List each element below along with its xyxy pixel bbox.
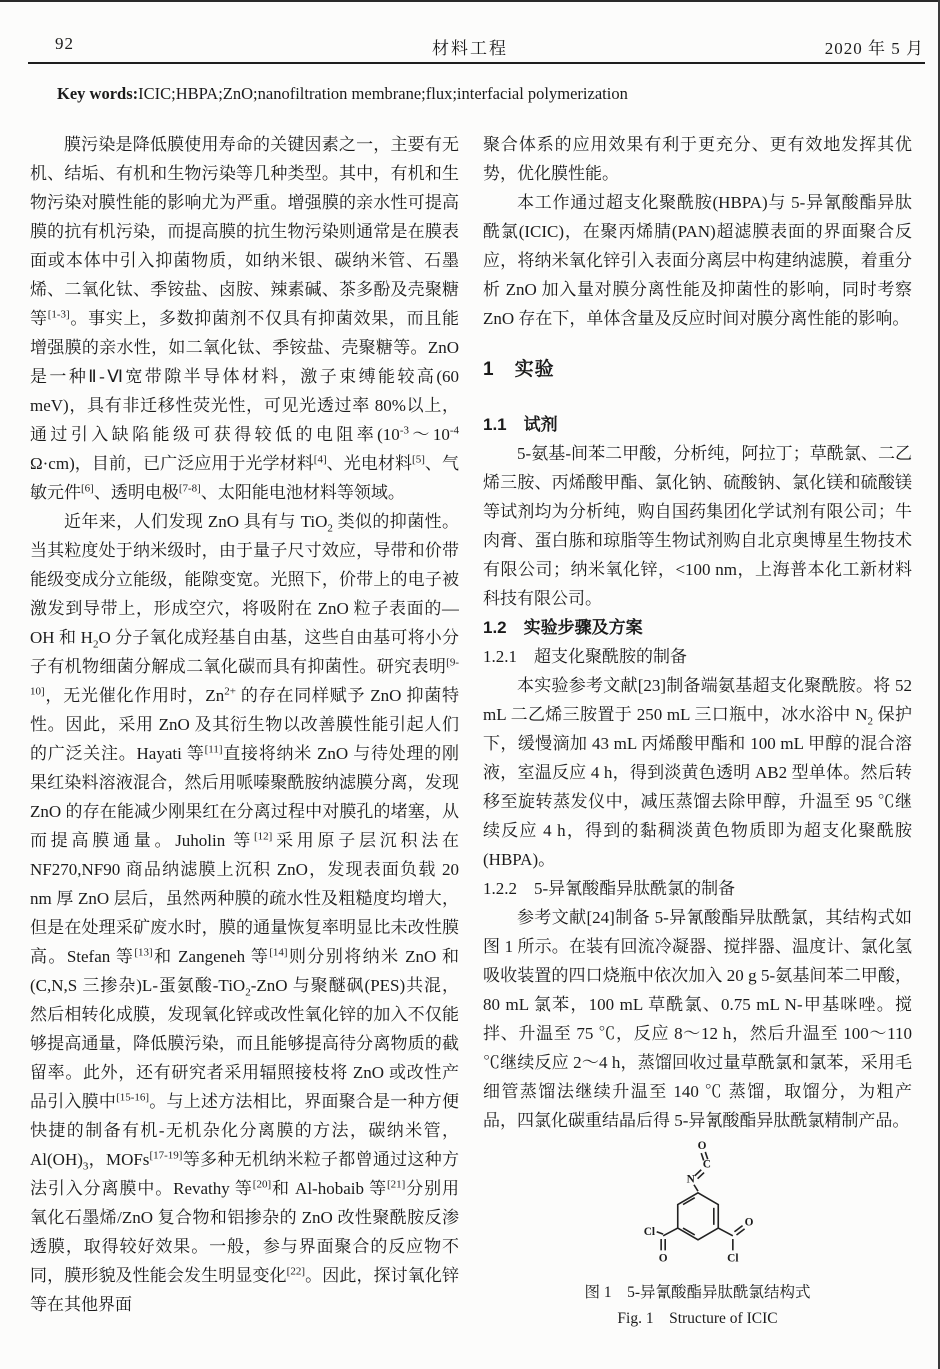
atom-c-label: C: [702, 1158, 711, 1171]
issue-date: 2020 年 5 月: [824, 39, 924, 58]
subsubsection-heading-hbpa: 1.2.1 超支化聚酰胺的制备: [483, 647, 687, 666]
keywords-label: Key words:: [57, 84, 139, 103]
subsection-heading-procedure: 1.2 实验步骤及方案: [483, 618, 643, 637]
atom-o-left-label: O: [658, 1252, 668, 1265]
left-column: [30, 130, 459, 1369]
atom-n-label: N: [686, 1173, 695, 1186]
paragraph-icic-preparation: 参考文献[24]制备 5-异氰酸酯异肽酰氯，其结构式如图 1 所示。在装有回流冷凝器、搅拌器、温度计、氯化氢吸收装置的四口烧瓶中依次加入 20 g 5-氨基间苯二甲酸，80 mL 氯苯，100 mL 草酰氯、0.75 mL N-甲基咪唑。搅拌、升温至 75 ℃，反应 8～12 h，然后升温至 100～110 ℃继续反应 2～4 h，蒸馏回收过量草酰氯和氯苯，采用毛细管蒸馏法继续升温至 140 ℃ 蒸馏，取馏分，为粗产品，四氯化碳重结晶后得 5-异氰酸酯异肽酰氯精制产品。: [483, 908, 912, 1130]
icic-structure-diagram: [623, 1141, 773, 1269]
paragraph-hbpa-preparation: 本实验参考文献[23]制备端氨基超支化聚酰胺。将 52 mL 二乙烯三胺置于 250 mL 三口瓶中，冰水浴中 $N_2$ 保护下，缓慢滴加 43 mL 丙烯酸甲酯和 100 mL 甲醇的混合溶液，室温反应 4 h，得到淡黄色透明 AB2 型单体。然后转移至旋转蒸发仪中，减压蒸馏去除甲醇，升温至 95 ℃继续反应 4 h，得到的黏稠淡黄色物质即为超支化聚酰胺(HBPA)。: [483, 676, 912, 869]
journal-title: 材料工程: [432, 39, 508, 58]
header-rule: [28, 62, 925, 64]
figure-caption-cn: 图 1 5-异氰酸酯异肽酰氯结构式: [584, 1284, 811, 1301]
atom-cl-left-label: Cl: [643, 1225, 655, 1238]
atom-o-right-label: O: [744, 1216, 753, 1229]
atom-cl-right-label: Cl: [726, 1252, 739, 1265]
paragraph-reagents: 5-氨基-间苯二甲酸，分析纯，阿拉丁；草酰氯、二乙烯三胺、丙烯酸甲酯、氯化钠、硫酸钠、氯化镁和硫酸镁等试剂均为分析纯，购自国药集团化学试剂有限公司；牛肉膏、蛋白胨和琼脂等生物试剂购自北京奥博星生物技术有限公司；纳米氧化锌，<100 nm，上海普本化工新材料科技有限公司。: [483, 444, 912, 608]
scan-edge-top: [0, 0, 940, 2]
section-heading-experiment: 1 实验: [483, 359, 555, 380]
right-column: [483, 130, 912, 1369]
keywords-line: [57, 82, 910, 106]
figure-caption-en: Fig. 1 Structure of ICIC: [617, 1310, 778, 1327]
paragraph-this-work: 本工作通过超支化聚酰胺(HBPA)与 5-异氰酸酯异肽酰氯(ICIC)，在聚丙烯腈(PAN)超滤膜表面的界面聚合反应，将纳米氧化锌引入表面分离层中构建纳滤膜，着重分析 ZnO 加入量对膜分离性能及抑菌性的影响，同时考察 ZnO 存在下，单体含量及反应时间对膜分离性能的影响。: [483, 193, 912, 328]
subsection-heading-reagents: 1.1 试剂: [483, 415, 558, 434]
keywords-text: ICIC;HBPA;ZnO;nanofiltration membrane;flux;interfacial polymerization: [138, 84, 628, 103]
benzene-ring: [677, 1193, 718, 1240]
paragraph-intro: 膜污染是降低膜使用寿命的关键因素之一，主要有无机、结垢、有机和生物污染等几种类型。其中，有机和生物污染对膜性能的影响尤为严重。增强膜的亲水性可提高膜的抗有机污染，而提高膜的抗生物污染则通常是在膜表面或本体中引入抑菌物质，如纳米银、碳纳米管、石墨烯、二氧化钛、季铵盐、卤胺、辣素碱、茶多酚及壳聚糖等[1-3]。事实上，多数抑菌剂不仅具有抑菌效果，而且能增强膜的亲水性，如二氧化钛、季铵盐、壳聚糖等。ZnO 是一种Ⅱ-Ⅵ宽带隙半导体材料，激子束缚能较高(60 meV)，具有非迁移性荧光性，可见光透过率 80%以上，通过引入缺陷能级可获得较低的电阻率($10^{-3}\sim 10^{-4}$ Ω·cm)，目前，已广泛应用于光学材料[4]、光电材料[5]、气敏元件[6]、透明电极[7-8]、太阳能电池材料等领域。: [30, 135, 459, 502]
atom-o-top-label: O: [697, 1141, 706, 1153]
page-number: 92: [55, 34, 74, 53]
page-header: [0, 34, 940, 58]
subsubsection-heading-icic: 1.2.2 5-异氰酸酯异肽酰氯的制备: [483, 879, 736, 898]
two-column-body: [30, 130, 912, 1369]
paragraph-zno-review: 近年来，人们发现 ZnO 具有与 TiO$_2$ 类似的抑菌性。当其粒度处于纳米级时，由于量子尺寸效应，导带和价带能级变成分立能级，能隙变宽。光照下，价带上的电子被激发到导带上，形成空穴，将吸附在 ZnO 粒子表面的—OH 和 $H_2O$ 分子氧化成羟基自由基，这些自由基可将小分子有机物细菌分解成二氧化碳而具有抑菌性。研究表明[9-10]，无光催化作用时，$Zn^{2+}$ 的存在同样赋予 ZnO 抑菌特性。因此，采用 ZnO 及其衍生物以改善膜性能引起人们的广泛关注。Hayati 等[11]直接将纳米 ZnO 与待处理的刚果红染料溶液混合，然后用哌嗪聚酰胺纳滤膜分离，发现 ZnO 的存在能减少刚果红在分离过程中对膜孔的堵塞，从而提高膜通量。Juholin 等[12]采用原子层沉积法在 NF270,NF90 商品纳滤膜上沉积 ZnO，发现表面负载 20 nm 厚 ZnO 层后，虽然两种膜的疏水性及粗糙度均增大，但是在处理采矿废水时，膜的通量恢复率明显比未改性膜高。Stefan 等[13]和 Zangeneh 等[14]则分别将纳米 ZnO 和(C,N,S 三掺杂)L-蛋氨酸-TiO$_2$-ZnO 与聚醚砜(PES)共混，然后相转化成膜，发现氧化锌或改性氧化锌的加入不仅能够提高通量，降低膜污染，而且能够提高待分离物质的截留率。此外，还有研究者采用辐照接枝将 ZnO 或改性产品引入膜中[15-16]。与上述方法相比，界面聚合是一种方便快捷的制备有机-无机杂化分离膜的方法，碳纳米管，$Al(OH)_3$，MOFs[17-19]等多种无机纳米粒子都曾通过这种方法引入分离膜中。Revathy 等[20]和 Al-hobaib 等[21]分别用氧化石墨烯/ZnO 复合物和铝掺杂的 ZnO 改性聚酰胺反渗透膜，取得较好效果。一般，参与界面聚合的反应物不同，膜形貌及性能会发生明显变化[22]。因此，探讨氧化锌等在其他界面: [30, 512, 459, 1314]
figure-1: [483, 1141, 912, 1332]
paragraph-review-continuation: 聚合体系的应用效果有利于更充分、更有效地发挥其优势，优化膜性能。: [483, 135, 912, 183]
